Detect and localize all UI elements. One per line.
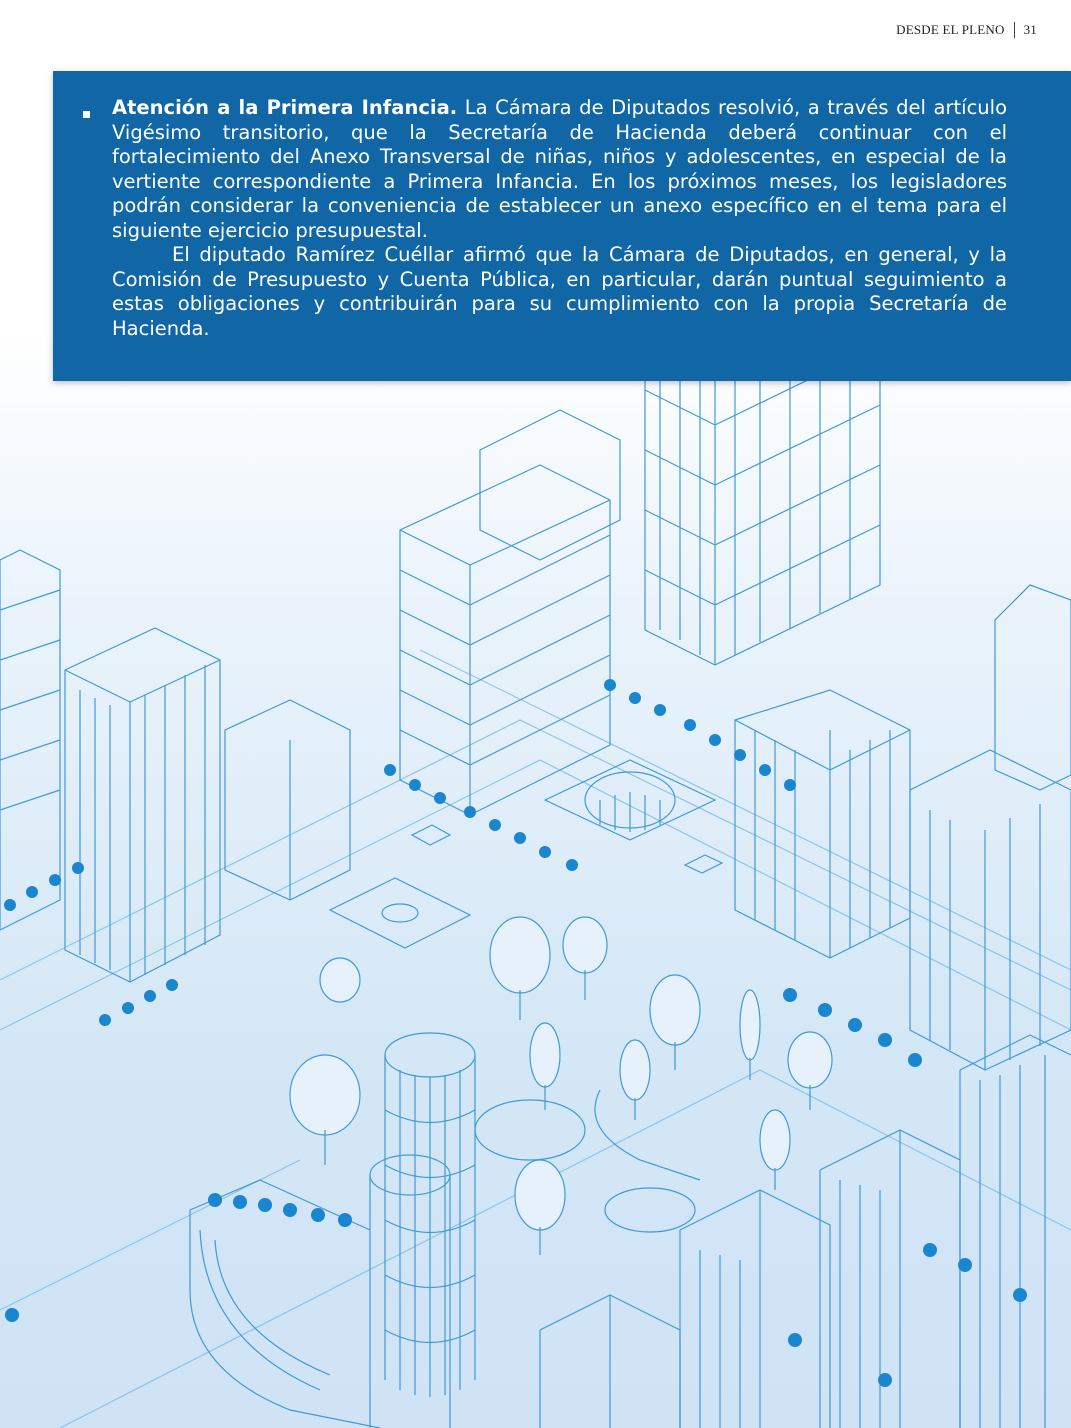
cylinder-tower xyxy=(370,1033,475,1428)
infobox-text xyxy=(112,96,1007,341)
isometric-city-illustration xyxy=(0,330,1071,1428)
tree-row xyxy=(4,679,1027,1387)
section-title: DESDE EL PLENO xyxy=(896,22,1005,37)
basketball-court xyxy=(330,878,470,948)
building-left xyxy=(0,550,350,982)
park-trees xyxy=(290,917,832,1255)
curved-building xyxy=(190,1180,380,1428)
paragraph-first xyxy=(112,96,1007,243)
plaza xyxy=(545,760,715,840)
building-mid-left xyxy=(400,410,620,815)
park-paths xyxy=(475,1090,700,1232)
header-divider xyxy=(1014,22,1015,38)
running-header xyxy=(896,22,1037,38)
page-number: 31 xyxy=(1023,22,1037,37)
infobox-panel xyxy=(53,71,1071,381)
paragraph-second: El diputado Ramírez Cuéllar afirmó que la Cámara de Diputados, en general, y la Comisión de Presupuesto y Cuenta Pública, en particular, darán puntual seguimiento a estas obligaciones y contribuirán para su cumplimiento con la propia Secretaría de Hacienda. xyxy=(112,243,1007,340)
bullet-square xyxy=(83,111,90,118)
paragraph-first-body: La Cámara de Diputados resolvió, a través del artículo Vigésimo transitorio, que la Secretaría de Hacienda deberá continuar con el fortalecimiento del Anexo Transversal de niñas, niños y adolescentes, en especial de la vertiente correspondiente a Primera Infancia. En los próximos meses, los legisladores podrán considerar la conveniencia de establecer un anexo específico en el tema para el siguiente ejercicio presupuestal. xyxy=(112,96,1007,242)
lead-heading: Atención a la Primera Infancia. xyxy=(112,96,458,119)
